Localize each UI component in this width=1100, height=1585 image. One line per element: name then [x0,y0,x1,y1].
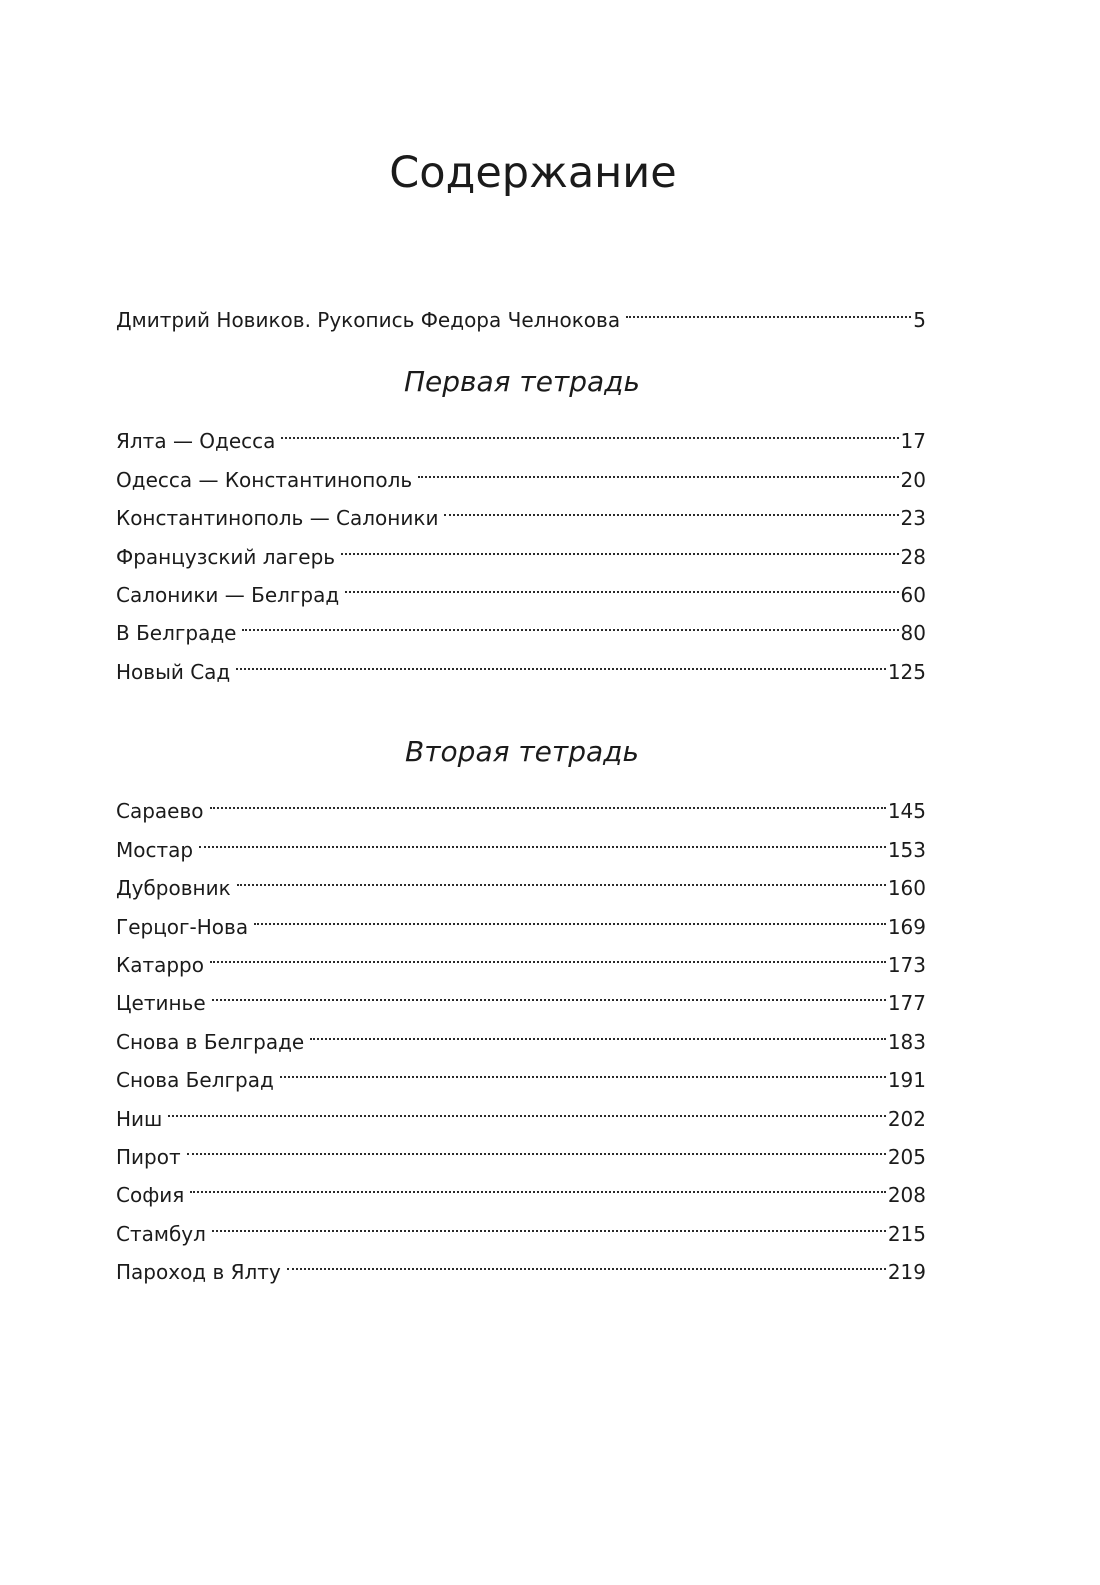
toc-entry-title: Герцог-Нова [116,914,249,939]
toc-entry[interactable] [116,1241,926,1285]
toc-dot-leader [187,1126,886,1164]
toc-entry[interactable] [116,972,926,1016]
page-title: Содержание [389,148,677,198]
toc-entry-title: Сараево [116,799,204,824]
toc-entry-page: 173 [887,952,926,977]
toc-entry-page: 145 [887,799,926,824]
toc-entry[interactable] [116,640,926,684]
toc-entry-page: 125 [887,659,926,684]
toc-entry[interactable] [116,818,926,862]
toc-dot-leader [418,448,898,486]
toc-dot-leader [212,1202,886,1240]
toc-dot-leader [287,1241,886,1279]
toc-entry-page: 208 [887,1183,926,1208]
toc-entry[interactable] [116,780,926,824]
toc-entry-page: 153 [887,837,926,862]
toc-entry-title: Катарро [116,952,204,977]
toc-entry-title: София [116,1183,185,1208]
toc-dot-leader [190,1164,885,1202]
toc-dot-leader [341,525,898,563]
toc-entry-page: 80 [900,621,926,646]
toc-entry-title: Константинополь — Салоники [116,506,439,531]
toc-entry-page: 205 [887,1144,926,1169]
toc-entry-title: Дмитрий Новиков. Рукопись Федора Челнокова [116,308,621,333]
toc-dot-leader [212,972,886,1010]
toc-entry-title: Дубровник [116,876,231,901]
toc-entry-page: 183 [887,1029,926,1054]
toc-entry-title: В Белграде [116,621,237,646]
toc-entry-title: Снова Белград [116,1068,274,1093]
toc-entry-page: 219 [887,1260,926,1285]
toc-entry-title: Пароход в Ялту [116,1260,281,1285]
toc-entry[interactable] [116,1202,926,1246]
toc-first-notebook-list [116,410,926,684]
toc-dot-leader [281,410,898,448]
toc-dot-leader [168,1087,885,1125]
toc-dot-leader [254,895,886,933]
toc-entry-page: 23 [900,506,926,531]
toc-entry[interactable] [116,1010,926,1054]
toc-dot-leader [345,564,898,602]
toc-dot-leader [242,602,898,640]
toc-dot-leader [210,934,886,972]
toc-entry[interactable] [116,1087,926,1131]
toc-entry-page: 177 [887,991,926,1016]
toc-entry-title: Новый Сад [116,659,231,684]
toc-entry-page: 5 [913,308,926,333]
toc-entry-page: 202 [887,1106,926,1131]
toc-entry-page: 17 [900,429,926,454]
toc-entry[interactable] [116,895,926,939]
toc-entry-page: 215 [887,1221,926,1246]
toc-entry-title: Снова в Белграде [116,1029,305,1054]
toc-entry-page: 160 [887,876,926,901]
toc-second-notebook-list [116,780,926,1285]
toc-entry-page: 28 [900,544,926,569]
toc-dot-leader [210,780,886,818]
toc-dot-leader [199,818,886,856]
toc-dot-leader [237,857,886,895]
toc-entry-title: Цетинье [116,991,206,1016]
toc-entry-page: 169 [887,914,926,939]
toc-entry-title: Салоники — Белград [116,582,340,607]
toc-entry[interactable] [116,1164,926,1208]
toc-dot-leader [280,1049,886,1087]
toc-entry-title: Ялта — Одесса [116,429,276,454]
toc-entry[interactable] [116,857,926,901]
toc-entry-title: Одесса — Константинополь [116,467,413,492]
toc-entry-title: Ниш [116,1106,163,1131]
toc-dot-leader [236,640,886,678]
toc-entry-title: Пирот [116,1144,181,1169]
toc-dot-leader [310,1010,886,1048]
toc-intro-list [116,289,926,333]
toc-entry[interactable] [116,1126,926,1169]
toc-entry-title: Французский лагерь [116,544,336,569]
section-heading-first-notebook: Первая тетрадь [403,365,641,398]
toc-entry-title: Мостар [116,837,194,862]
toc-dot-leader [626,289,911,327]
toc-entry-title: Стамбул [116,1221,206,1246]
toc-entry[interactable] [116,934,926,977]
toc-entry-page: 60 [900,582,926,607]
toc-entry-page: 20 [900,467,926,492]
toc-entry[interactable] [116,410,926,454]
toc-entry-page: 191 [887,1068,926,1093]
section-heading-second-notebook: Вторая тетрадь [405,735,639,768]
toc-entry[interactable] [116,289,926,333]
toc-dot-leader [444,487,898,525]
